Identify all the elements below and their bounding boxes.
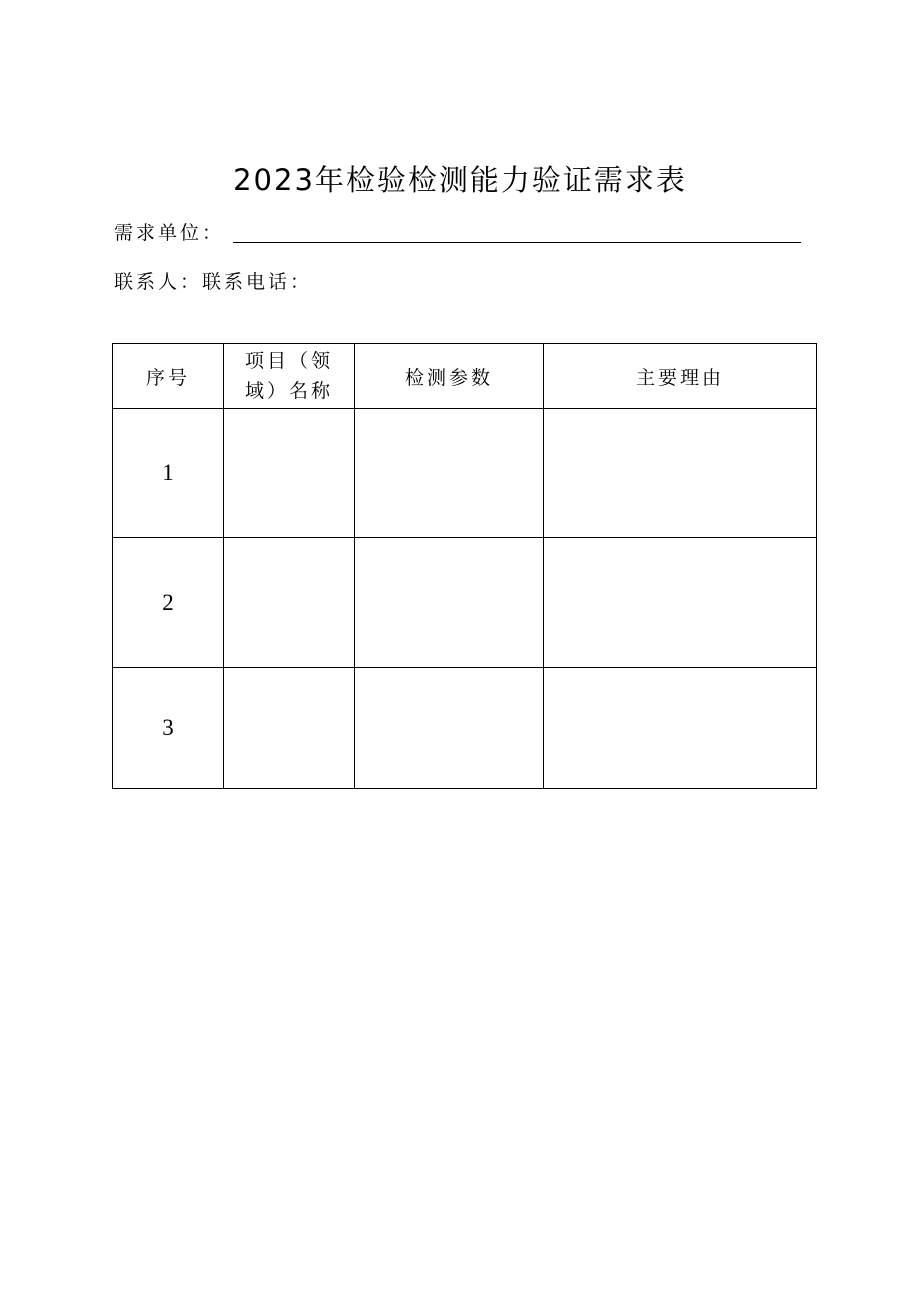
header-project-name-text: 项目（领域）名称 bbox=[244, 350, 333, 402]
row-test-params-cell[interactable] bbox=[355, 409, 544, 538]
row-test-params-cell[interactable] bbox=[355, 538, 544, 668]
header-main-reason: 主要理由 bbox=[544, 344, 817, 409]
row-project-name-cell[interactable] bbox=[224, 538, 355, 668]
demand-unit-underline[interactable] bbox=[233, 242, 801, 243]
demand-table bbox=[112, 343, 817, 789]
row-project-name-cell[interactable] bbox=[224, 409, 355, 538]
row-project-name-cell[interactable] bbox=[224, 668, 355, 789]
table-row bbox=[113, 668, 817, 789]
document-title: 2023年检验检测能力验证需求表 bbox=[233, 163, 687, 197]
row-serial: 2 bbox=[113, 538, 224, 668]
header-serial: 序号 bbox=[113, 344, 224, 409]
header-project-name bbox=[224, 344, 355, 409]
row-main-reason-cell[interactable] bbox=[544, 538, 817, 668]
table-row bbox=[113, 409, 817, 538]
row-main-reason-cell[interactable] bbox=[544, 668, 817, 789]
row-serial: 1 bbox=[113, 409, 224, 538]
contact-label: 联系人：联系电话： bbox=[114, 271, 313, 293]
header-test-params: 检测参数 bbox=[355, 344, 544, 409]
row-main-reason-cell[interactable] bbox=[544, 409, 817, 538]
demand-unit-label: 需求单位： bbox=[114, 222, 225, 244]
row-test-params-cell[interactable] bbox=[355, 668, 544, 789]
row-serial: 3 bbox=[113, 668, 224, 789]
table-header-row bbox=[113, 344, 817, 409]
table-row bbox=[113, 538, 817, 668]
